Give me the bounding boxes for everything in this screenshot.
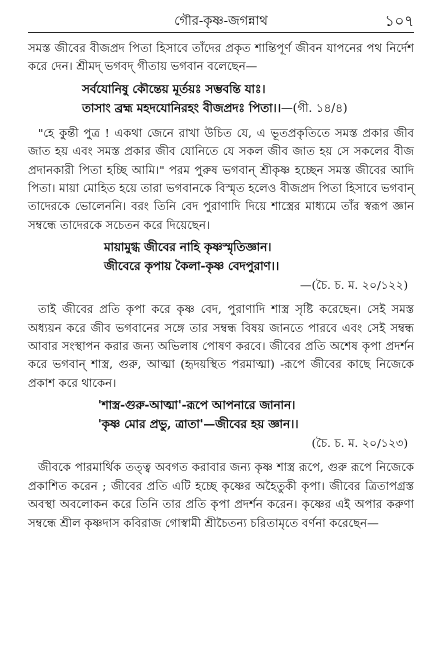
paragraph-2: "হে কুন্তী পুত্র ! একথা জেনে রাখা উচিত যে, এ ভূতপ্রকৃতিতে সমস্ত প্রকার জীব জাত হয় এবং সমস্ত প্রকার জীব যোনিতে যে সকল জীব জাত হয় সে সকলের বীজ প্রদানকারী পিতা হচ্ছি আমি।" পরম পুরুষ ভগবান্ শ্রীকৃষ্ণ হচ্ছেন সমস্ত জীবের আদি পিতা। মায়া মোহিত হয়ে তারা ভগবানকে বিস্মৃত হলেও বীজপ্রদ পিতা হিসাবে ভগবান্ তাদেরকে ভোলেননি। বরং তিনি বেদ পুরাণাদি দিয়ে শাস্ত্রের মাধ্যমে তাঁর স্বরূপ জ্ঞান সম্বন্ধে তাদেরকে সচেতন করে দিয়েছেন। — [28, 125, 414, 232]
verse-cc-123-line-2: 'কৃষ্ণ মোর প্রভু, ত্রাতা'—জীবের হয় জ্ঞান।। — [98, 417, 299, 432]
page-header — [28, 10, 414, 32]
running-title: গৌর-কৃষ্ণ-জগন্নাথ — [174, 14, 268, 29]
verse-cc-122-reference: —(চৈ. চ. ম. ২০/১২২) — [300, 278, 408, 293]
page-number: ১০৭ — [384, 12, 414, 30]
verse-cc-122-line-2: জীবেরে কৃপায় কৈলা-কৃষ্ণ বেদপুরাণ।। — [104, 259, 280, 274]
paragraph-4: জীবকে পারমার্থিক তত্ত্ব অবগত করাবার জন্য কৃষ্ণ শাস্ত্র রূপে, গুরু রূপে নিজেকে প্রকাশিত করেন ; জীবের প্রতি এটি হচ্ছে কৃষ্ণের অহৈতুকী কৃপা। জীবের ত্রিতাপগ্রস্ত অবস্থা অবলোকন করে তিনি তার প্রতি কৃপা প্রদর্শন করেন। কৃষ্ণের এই অপার করুণা সম্বন্ধে শ্রীল কৃষ্ণদাস কবিরাজ গোস্বামী শ্রীচৈতন্য চরিতামৃতে বর্ণনা করেছেন— — [28, 460, 414, 530]
verse-cc-122-line-1: মায়ামুগ্ধ জীবের নাহি কৃষ্ণস্মৃতিজ্ঞান। — [104, 240, 272, 255]
verse-gita-line-2 — [82, 99, 414, 118]
verse-gita — [28, 80, 414, 118]
verse-cc-123-line-1: 'শাস্ত্র-গুরু-আত্মা'-রূপে আপনারে জানান। — [98, 398, 296, 413]
verse-cc-122 — [28, 238, 414, 294]
verse-gita-line-1: সর্বযোনিষু কৌন্তেয় মূর্তয়ঃ সম্ভবন্তি যাঃ। — [82, 81, 266, 96]
verse-gita-line-2-text: তাসাং ব্রহ্ম মহদযোনিরহং বীজপ্রদঃ পিতা।। — [82, 100, 281, 115]
verse-gita-reference: —(গী. ১৪/৪) — [280, 100, 348, 115]
verse-cc-123-reference: (চৈ. চ. ম. ২০/১২৩) — [311, 436, 408, 451]
verse-cc-123 — [28, 396, 414, 452]
paragraph-1: সমস্ত জীবের বীজপ্রদ পিতা হিসাবে তাঁদের প্রকৃত শান্তিপূর্ণ জীবন যাপনের পথ নির্দেশ করে দেন। শ্রীমদ্ ভগবদ্ গীতায় ভগবান বলেছেন— — [28, 41, 414, 74]
paragraph-3: তাই জীবের প্রতি কৃপা করে কৃষ্ণ বেদ, পুরাণাদি শাস্ত্র সৃষ্টি করেছেন। সেই সমস্ত অধ্যয়ন করে জীব ভগবানের সঙ্গে তার সম্বন্ধ বিষয় জানতে পারবে এবং সেই সম্বন্ধ আবার সংস্থাপন করার জন্য অভিলাষ পোষণ করবে। জীবের প্রতি অশেষ কৃপা প্রদর্শন করে ভগবান্ শাস্ত্র, গুরু, আত্মা (হৃদয়স্থিত পরমাত্মা) -রূপে জীবের কাছে নিজেকে প্রকাশ করে থাকেন। — [28, 302, 414, 390]
book-page — [28, 10, 414, 532]
